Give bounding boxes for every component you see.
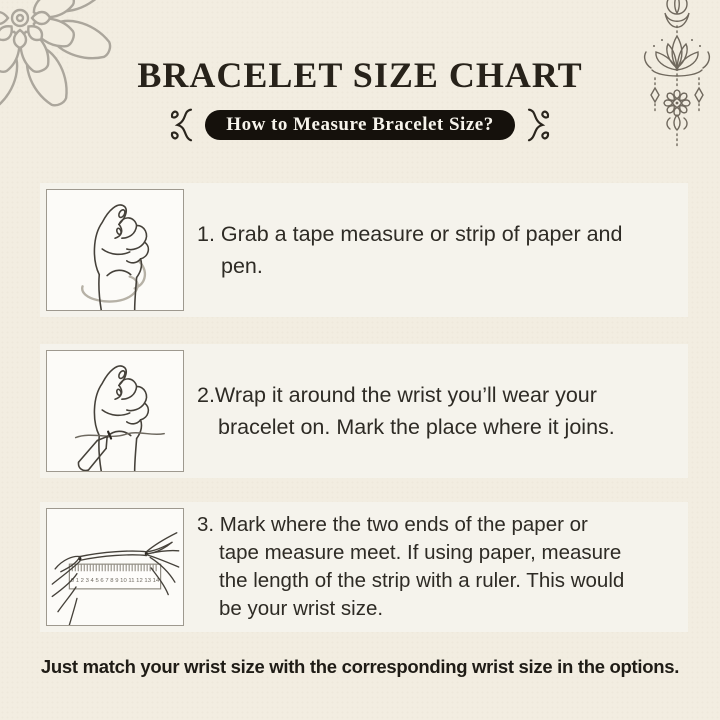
subtitle-pill: [205, 110, 514, 140]
subtitle-banner: [0, 107, 720, 143]
squiggle-brace-left-icon: [169, 107, 195, 143]
step-line: pen.: [221, 254, 263, 278]
step3-illustration-box: [46, 508, 184, 626]
page-title: BRACELET SIZE CHART: [137, 55, 583, 95]
step2-illustration-box: [46, 350, 184, 472]
step-line: 2.Wrap it around the wrist you’ll wear your: [197, 383, 597, 407]
footer-note: Just match your wrist size with the corresponding wrist size in the options.: [40, 656, 680, 677]
step-line: tape measure meet. If using paper, measure: [219, 541, 622, 564]
hands-holding-ruler-illustration: [47, 509, 183, 625]
step-line: the length of the strip with a ruler. This would: [219, 569, 625, 592]
step-row-2: [40, 344, 688, 478]
squiggle-brace-right-icon: [525, 107, 551, 143]
fist-with-marker-pen-illustration: [47, 351, 183, 471]
step3-text: [197, 511, 624, 623]
step-line: 1. Grab a tape measure or strip of paper and: [197, 222, 623, 246]
step1-illustration-box: [46, 189, 184, 311]
fist-with-bracelet-loop-illustration: [47, 190, 183, 310]
step-line: bracelet on. Mark the place where it joins.: [218, 415, 615, 439]
step1-text: [197, 218, 622, 282]
ruler-numbers: 0 1 2 3 4 5 6 7 8 9 10 11 12 13 14: [70, 578, 160, 585]
step-line: be your wrist size.: [219, 597, 384, 620]
step-row-1: [40, 183, 688, 317]
step-line: 3. Mark where the two ends of the paper or: [197, 513, 588, 536]
step2-text: [197, 379, 615, 443]
subtitle-text: How to Measure Bracelet Size?: [226, 114, 494, 135]
step-row-3: [40, 502, 688, 632]
